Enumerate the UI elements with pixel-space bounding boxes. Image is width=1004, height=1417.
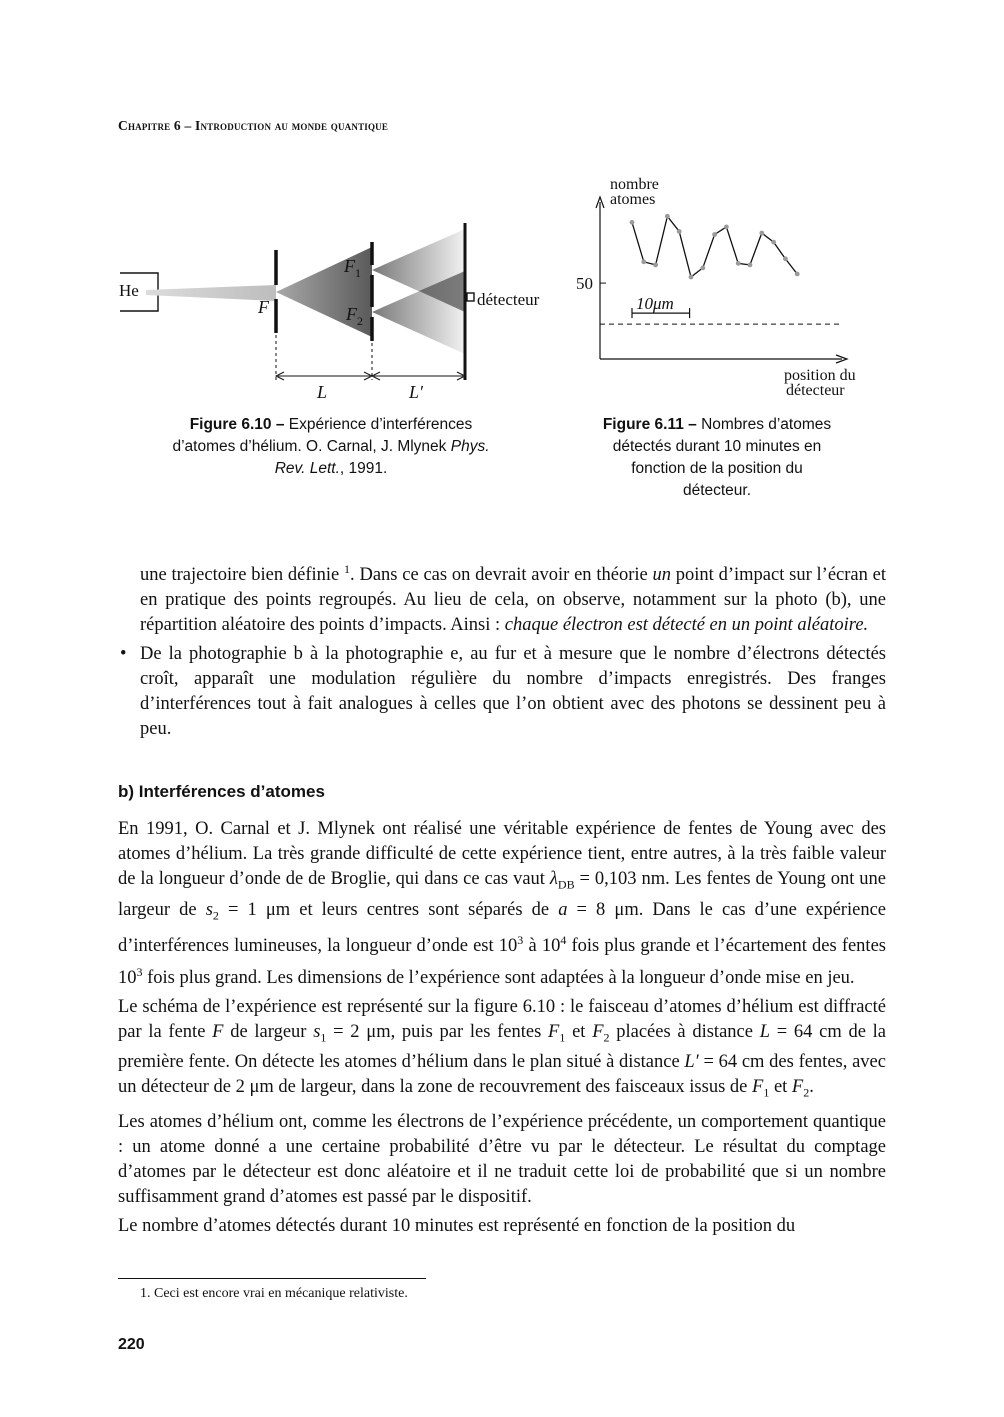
paragraph-experiment <box>118 817 886 991</box>
running-head <box>118 118 388 134</box>
text: = 64 cm des fentes, avec un détecteur de 2 μm de largeur, dans la zone de recouvrement des faisceaux issus de <box>118 1052 886 1098</box>
footnote-ref[interactable]: 1 <box>344 562 351 576</box>
data-point <box>677 229 682 234</box>
data-point <box>724 225 729 230</box>
body-text-main <box>118 817 886 1243</box>
math-lambda: λ <box>549 869 558 889</box>
math-s: s <box>313 1021 321 1042</box>
emphasis: un <box>652 565 671 586</box>
paragraph-schema <box>118 995 886 1106</box>
figure-6-11-chart <box>570 172 880 402</box>
slit-f-label: F <box>258 297 269 317</box>
caption-number: Figure 6.11 <box>602 416 684 433</box>
figure-6-10-caption <box>170 414 492 480</box>
math-sup: 3 <box>136 964 143 979</box>
data-point <box>665 214 670 219</box>
caption-dash: – <box>683 416 702 433</box>
math-sub: 1 <box>320 1030 327 1045</box>
caption-text-end: , 1991. <box>339 460 388 477</box>
text: et <box>565 1021 593 1042</box>
math-sub: 2 <box>212 908 219 923</box>
y-axis-label-line1: nombre <box>610 176 659 193</box>
count-series <box>630 214 800 280</box>
math-l: L <box>759 1021 770 1042</box>
text: = 1 μm et leurs centres sont séparés de <box>218 899 559 920</box>
math-sub: 2 <box>803 1086 810 1101</box>
text: . <box>809 1077 814 1098</box>
x-axis-label-line2: détecteur <box>786 382 845 399</box>
caption-journal: Phys. Rev. Lett. <box>274 438 490 477</box>
data-point <box>748 262 753 267</box>
text: En 1991, O. Carnal et J. Mlynek ont réalisé une véritable expérience de fentes de Young avec des atomes d’hélium. La très grande difficulté de cette expérience tient, entre autres, à la très faible valeur de la longueur d’onde de de Broglie, qui dans ce cas vaut <box>118 819 886 889</box>
page-number: 220 <box>118 1336 145 1353</box>
math-sub: 2 <box>603 1030 610 1045</box>
data-point <box>759 231 764 236</box>
he-label: He <box>119 281 139 300</box>
data-point <box>795 272 800 277</box>
footnote-number: 1. <box>140 1286 151 1301</box>
math-sub: DB <box>557 877 575 892</box>
slit-f2-label: $F_2$ <box>346 304 363 328</box>
text: fois plus grande et l’écartement des fentes 10 <box>118 936 886 988</box>
emphasis: chaque électron est détecté en un point aléatoire. <box>504 615 869 636</box>
x-axis-label-line1: position du <box>784 367 856 384</box>
bullet-text: De la photographie b à la photographie e, au fur et à mesure que le nombre d’électrons détectés croît, apparaît une modulation régulière du nombre d’impacts enregistrés. Des franges d’interférences tout à fait analogues à celles que l’on obtient avec des photons se dessinent peu à peu. <box>140 644 886 740</box>
text: de largeur <box>223 1021 314 1042</box>
math-f2: F <box>791 1077 804 1098</box>
math-sup: 3 <box>517 933 524 948</box>
caption-number: Figure 6.10 <box>189 416 272 433</box>
paragraph-trajectory <box>118 557 886 638</box>
math-sub: 1 <box>559 1030 566 1045</box>
text: à 10 <box>523 936 561 957</box>
chapter-prefix: Chapitre 6 – <box>118 118 195 133</box>
bullet-symbol: • <box>120 644 127 665</box>
distance-lprime-label: L′ <box>409 382 423 402</box>
text: . Dans ce cas on devrait avoir en théorie <box>350 565 653 586</box>
data-point <box>630 220 635 225</box>
detector-icon <box>467 293 474 301</box>
data-point <box>700 266 705 271</box>
data-point <box>771 240 776 245</box>
subsection-heading: b) Interférences d’atomes <box>118 782 325 801</box>
data-point <box>712 232 717 237</box>
data-point <box>736 261 741 266</box>
text: Le schéma de l’expérience est représenté sur la figure 6.10 : le faisceau d’atomes d’hélium est diffracté par la fente <box>118 996 886 1042</box>
chapter-title: Introduction au monde quantique <box>194 118 389 133</box>
math-a: a <box>558 899 568 920</box>
incoming-beam <box>146 285 276 301</box>
text: fois plus grand. Les dimensions de l’expérience sont adaptées à la longueur d’onde mise en jeu. <box>142 967 855 988</box>
figure-6-10-diagram <box>110 215 570 405</box>
math-f2: F <box>592 1021 604 1042</box>
text: = 2 μm, puis par les fentes <box>326 1021 549 1042</box>
math-lprime: L′ <box>684 1052 699 1073</box>
distance-l-label: L <box>317 382 328 402</box>
text: point d’impact sur l’écran et en pratique des points regroupés. Au lieu de cela, on observe, notamment sur la photo (b), une répartition aléatoire des points d’impacts. Ainsi : <box>140 565 887 636</box>
series-line <box>632 216 797 277</box>
data-point <box>641 259 646 264</box>
footnote-rule <box>118 1278 426 1279</box>
text: = 64 cm de la première fente. On détecte les atomes d’hélium dans le plan situé à distance <box>118 1021 886 1073</box>
math-f: F <box>212 1021 224 1042</box>
math-sup: 4 <box>560 933 567 948</box>
body-text-top <box>118 557 886 746</box>
data-point <box>689 275 694 280</box>
paragraph-quantum-behaviour: Les atomes d’hélium ont, comme les électrons de l’expérience précédente, un comportement quantique : un atome donné a une certaine probabilité d’être vu par le détecteur. Le résultat du comptage d’atomes par le détecteur est donc aléatoire et il ne traduit cette loi de probabilité que si un nombre suffisamment grand d’atomes est passé par le dispositif. <box>118 1112 886 1208</box>
figure-6-11-caption <box>597 414 837 502</box>
text: et <box>769 1077 792 1098</box>
caption-dash: – <box>271 416 289 433</box>
math-sub: 1 <box>763 1086 770 1101</box>
data-point <box>783 256 788 261</box>
caption-text: Expérience d’interférences d’atomes d’hélium. O. Carnal, J. Mlynek <box>172 416 473 455</box>
math-f1: F <box>548 1021 560 1042</box>
footnote <box>140 1286 408 1302</box>
data-point <box>653 262 658 267</box>
paragraph-count: Le nombre d’atomes détectés durant 10 minutes est représenté en fonction de la position du <box>118 1216 796 1237</box>
y-tick-label-50: 50 <box>576 274 593 294</box>
text: = 8 μm. Dans le cas d’une expérience d’interférences lumineuses, la longueur d’onde est 10 <box>118 899 886 957</box>
detector-label: détecteur <box>477 290 540 309</box>
footnote-text: Ceci est encore vrai en mécanique relativiste. <box>154 1286 408 1301</box>
scale-bar-label: 10μm <box>636 294 674 314</box>
caption-text: Nombres d’atomes détectés durant 10 minutes en fonction de la position du détecteur. <box>612 416 832 499</box>
math-f1: F <box>752 1077 764 1098</box>
text: une trajectoire bien définie <box>140 565 345 586</box>
slit-f1-label: $F_1$ <box>344 256 361 280</box>
y-axis-label-line2: atomes <box>610 191 656 208</box>
bullet-item <box>118 642 886 742</box>
text: = 0,103 nm. Les fentes de Young ont une largeur de <box>118 869 887 920</box>
math-s: s <box>205 899 213 920</box>
text: placées à distance <box>609 1021 760 1042</box>
